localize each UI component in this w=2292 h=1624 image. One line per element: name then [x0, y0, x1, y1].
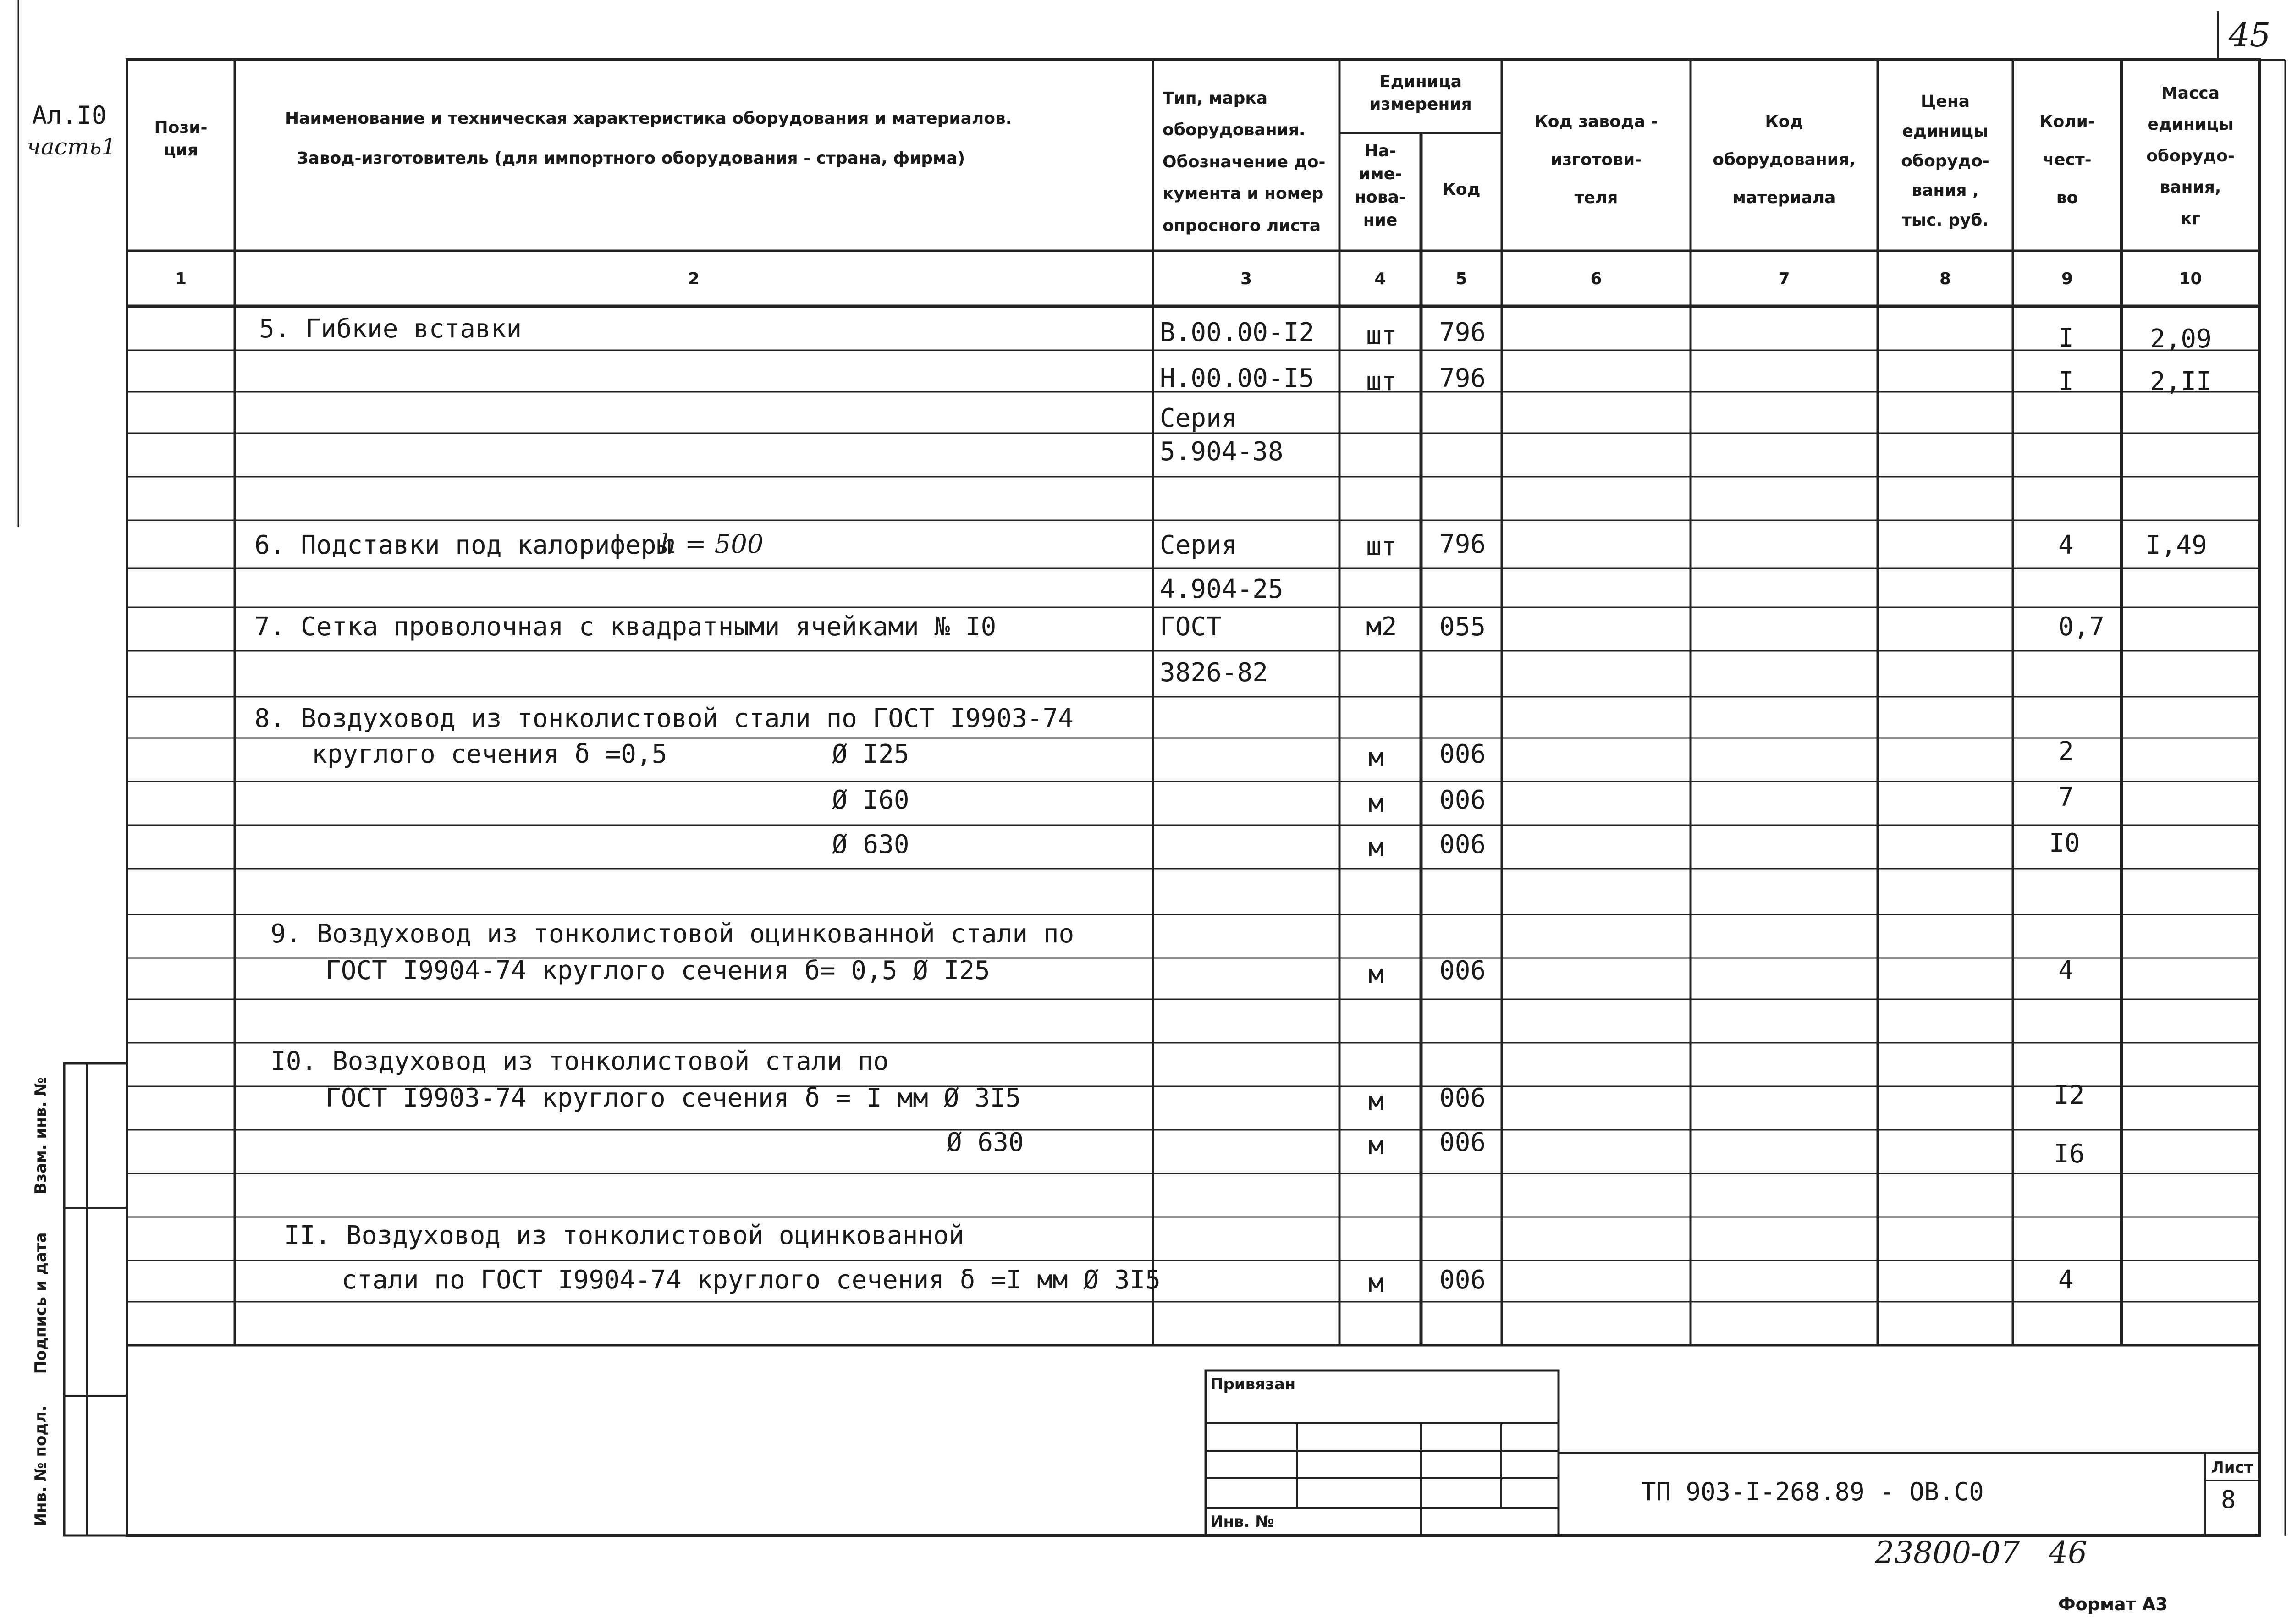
- item-unit: м2: [1366, 612, 1397, 642]
- item-qty: 4: [2058, 530, 2074, 560]
- item-qty: I: [2058, 323, 2074, 353]
- col-number: 5: [1455, 270, 1467, 288]
- item-code: 006: [1439, 956, 1486, 985]
- col-number: 1: [175, 270, 187, 288]
- album-part: часть1: [27, 133, 116, 160]
- item-name: 5. Гибкие вставки: [259, 314, 522, 344]
- header-col10: Масса единицы оборудо- вания, кг: [2146, 84, 2235, 228]
- item-code: 006: [1439, 1128, 1486, 1157]
- item-qty: I6: [2054, 1139, 2085, 1169]
- col-number: 10: [2179, 270, 2202, 288]
- item-unit: м: [1368, 1131, 1384, 1161]
- item-name: 6. Подставки под калориферы: [254, 530, 672, 560]
- item-unit: шт: [1366, 367, 1397, 396]
- item-unit: м: [1368, 1268, 1384, 1298]
- item-name: I0. Воздуховод из тонколистовой стали по: [270, 1046, 889, 1076]
- item-mass: 2,09: [2150, 324, 2212, 354]
- item-qty: 4: [2058, 1265, 2074, 1295]
- col-number: 2: [688, 270, 700, 288]
- item-name: круглого сечения δ =0,5: [312, 739, 667, 769]
- item-code: 796: [1439, 529, 1486, 559]
- stamp-list-value: 8: [2221, 1485, 2236, 1514]
- side-stamp-replace-inv: Взам. инв. №: [32, 1077, 50, 1195]
- item-qty: 4: [2058, 956, 2074, 985]
- item-qty: 0,7: [2058, 612, 2105, 642]
- item-name: 9. Воздуховод из тонколистовой оцинкованной стали по: [270, 919, 1074, 949]
- item-doc: В.00.00-I2: [1160, 318, 1315, 347]
- bottom-handwritten-number: 23800-07 46: [1875, 1535, 2088, 1570]
- col-number: 8: [1939, 270, 1951, 288]
- header-col5: Код: [1442, 180, 1481, 199]
- item-unit: м: [1368, 833, 1384, 863]
- item-code: 006: [1439, 785, 1486, 815]
- item-name: ГОСТ I9903-74 круглого сечения δ = I мм Ø 3I5: [325, 1083, 1021, 1113]
- col-number: 7: [1778, 270, 1790, 288]
- item-unit: м: [1368, 743, 1384, 772]
- item-doc: 4.904-25: [1160, 574, 1284, 604]
- item-doc: 3826-82: [1160, 658, 1268, 688]
- stamp-inv: Инв. №: [1210, 1513, 1274, 1531]
- col-number: 3: [1240, 270, 1252, 288]
- item-diameter: Ø I60: [832, 785, 909, 815]
- item-extra: h = 500: [660, 529, 764, 559]
- item-diameter: Ø I25: [832, 739, 909, 769]
- album-label: Ал.I0: [32, 101, 107, 130]
- item-doc: 5.904-38: [1160, 437, 1284, 467]
- item-code: 796: [1439, 363, 1486, 393]
- item-doc: Н.00.00-I5: [1160, 363, 1315, 393]
- header-col2: Наименование и техническая характеристика оборудования и материалов. Завод-изготовитель (для импортного оборудования - страна, фирма): [285, 109, 1012, 168]
- item-qty: 2: [2058, 737, 2074, 766]
- item-code: 006: [1439, 1083, 1486, 1113]
- item-doc: Серия: [1160, 530, 1237, 560]
- header-col6: Код завода - изготови- теля: [1534, 112, 1658, 207]
- item-qty: 7: [2058, 782, 2074, 812]
- item-name: ГОСТ I9904-74 круглого сечения б= 0,5 Ø I25: [325, 956, 990, 985]
- item-mass: I,49: [2145, 530, 2207, 560]
- format-label: Формат А3: [2058, 1594, 2168, 1614]
- item-name: стали по ГОСТ I9904-74 круглого сечения δ =I мм Ø 3I5: [342, 1265, 1161, 1295]
- item-doc: Серия: [1160, 403, 1237, 433]
- col-number: 9: [2061, 270, 2073, 288]
- item-unit: м: [1368, 788, 1384, 818]
- item-qty: I2: [2054, 1080, 2085, 1110]
- header-col4: На- име- нова- ние: [1355, 142, 1406, 230]
- col-number: 4: [1374, 270, 1386, 288]
- item-unit: шт: [1366, 321, 1397, 351]
- header-col1: Пози- ция: [154, 118, 208, 160]
- item-code: 006: [1439, 739, 1486, 769]
- item-unit: шт: [1366, 532, 1397, 562]
- header-col3: Тип, марка оборудования. Обозначение до- кумента и номер опросного листа: [1163, 89, 1326, 235]
- item-qty: I0: [2049, 828, 2080, 858]
- item-code: 006: [1439, 1265, 1486, 1295]
- item-mass: 2,II: [2150, 367, 2212, 396]
- stamp-list-label: Лист: [2211, 1459, 2253, 1477]
- side-stamp-signature-date: Подпись и дата: [32, 1232, 50, 1374]
- item-doc: ГОСТ: [1160, 612, 1222, 642]
- item-name: II. Воздуховод из тонколистовой оцинкованной: [284, 1221, 964, 1250]
- item-unit: м: [1368, 1086, 1384, 1116]
- side-stamp-original-inv: Инв. № подл.: [32, 1405, 50, 1526]
- header-unit-group: Единица измерения: [1369, 72, 1472, 114]
- item-code: 055: [1439, 612, 1486, 642]
- item-diameter: Ø 630: [947, 1128, 1024, 1157]
- stamp-designation: ТП 903-I-268.89 - ОВ.С0: [1641, 1477, 1984, 1506]
- header-col9: Коли- чест- во: [2039, 112, 2095, 207]
- item-code: 796: [1439, 318, 1486, 347]
- header-col7: Код оборудования, материала: [1713, 112, 1856, 207]
- top-sheet-number: 45: [2229, 16, 2271, 54]
- col-number: 6: [1590, 270, 1602, 288]
- item-code: 006: [1439, 830, 1486, 859]
- stamp-privyazan: Привязан: [1210, 1375, 1296, 1393]
- item-diameter: Ø 630: [832, 830, 909, 859]
- item-name: 7. Сетка проволочная с квадратными ячейками № I0: [254, 612, 997, 642]
- header-col8: Цена единицы оборудо- вания , тыс. руб.: [1901, 92, 1989, 230]
- item-name: 8. Воздуховод из тонколистовой стали по ГОСТ I9903-74: [254, 704, 1074, 733]
- item-qty: I: [2058, 367, 2074, 396]
- item-unit: м: [1368, 959, 1384, 989]
